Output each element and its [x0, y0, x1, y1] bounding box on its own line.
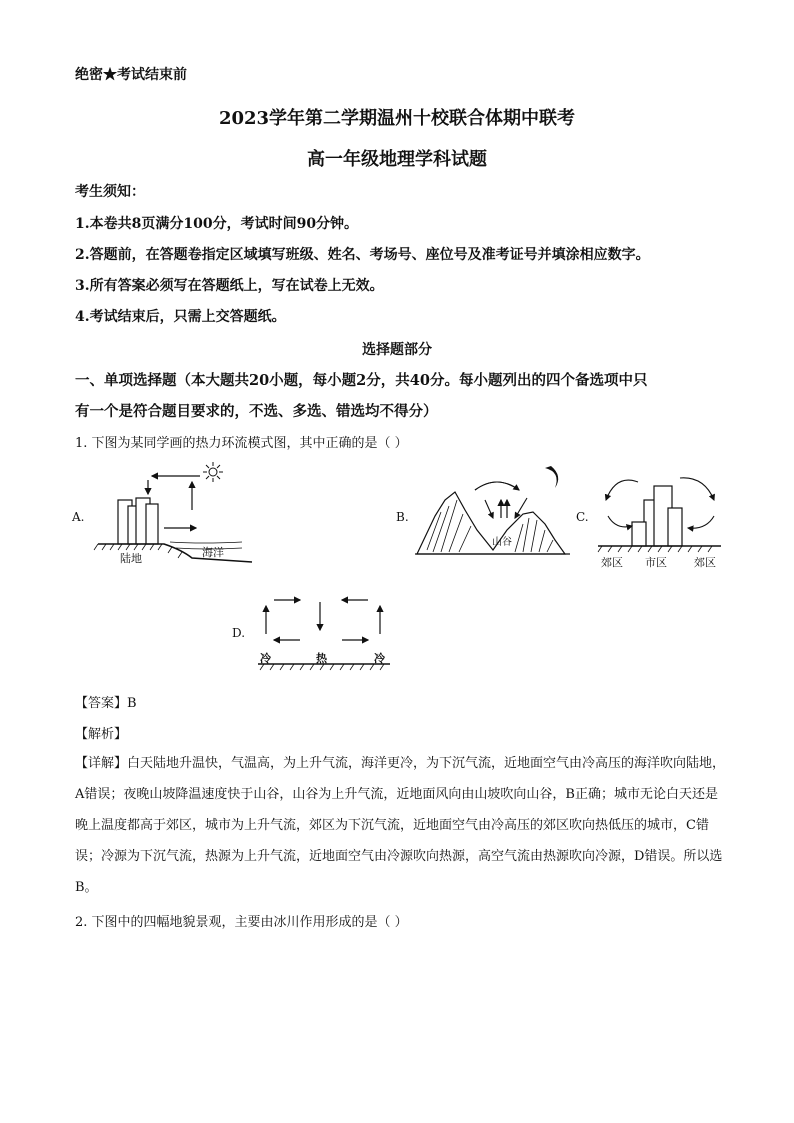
option-c-label: C.	[576, 510, 589, 524]
option-b-label: B.	[396, 510, 409, 524]
analysis-heading: 【解析】	[75, 727, 128, 742]
label-cold-left: 冷	[260, 652, 271, 665]
label-hot: 热	[316, 652, 327, 665]
section-heading: 选择题部分	[362, 342, 432, 358]
label-cold-right: 冷	[374, 652, 385, 665]
option-a-label: A.	[72, 510, 85, 524]
answer-line: 【答案】B	[75, 696, 137, 711]
note-item: 1.本卷共8页满分100分，考试时间90分钟。	[75, 216, 359, 232]
note-item: 4.考试结束后，只需上交答题纸。	[75, 309, 286, 325]
note-item: 3.所有答案必须写在答题纸上，写在试卷上无效。	[75, 278, 384, 294]
exam-title: 2023学年第二学期温州十校联合体期中联考	[218, 108, 576, 129]
sun-icon	[203, 462, 223, 482]
label-valley: 山谷	[492, 537, 512, 548]
option-d-label: D.	[232, 626, 246, 640]
label-sea: 海洋	[202, 546, 224, 559]
exam-subtitle: 高一年级地理学科试题	[307, 149, 487, 170]
label-suburb-left: 郊区	[601, 556, 623, 569]
detail-explanation: 【详解】白天陆地升温快，气温高，为上升气流，海洋更冷，为下沉气流，近地面空气由冷高压的海洋吹向陆地，A错误；夜晚山坡降温速度快于山谷，山谷为上升气流，近地面风向由山坡吹向山谷，B正确；城市无论白天还是晚上温度都高于郊区，城市为上升气流，郊区为下沉气流，近地面空气由冷高压的郊区吹向热低压的城市，C错误；冷源为下沉气流，热源为上升气流，近地面空气由冷源吹向热源，高空气流由热源吹向冷源，D错误。所以选B。	[75, 756, 726, 895]
question-1-stem: 1. 下图为某同学画的热力环流模式图，其中正确的是（ ）	[75, 436, 408, 451]
note-item: 2.答题前，在答题卷指定区域填写班级、姓名、考场号、座位号及准考证号并填涂相应数字。	[75, 247, 650, 263]
option-c-diagram	[596, 460, 726, 555]
option-a-diagram	[92, 458, 252, 568]
part-instructions: 一、单项选择题（本大题共20小题，每小题2分，共40分。每小题列出的四个备选项中只	[75, 372, 648, 389]
label-land: 陆地	[120, 552, 142, 565]
question-2-stem: 2. 下图中的四幅地貌景观，主要由冰川作用形成的是（ ）	[75, 915, 408, 930]
secret-label: 绝密★考试结束前	[75, 67, 187, 83]
notes-heading: 考生须知：	[75, 184, 145, 200]
part-instructions-cont: 有一个是符合题目要求的，不选、多选、错选均不得分）	[75, 403, 438, 420]
label-city: 市区	[645, 556, 667, 569]
label-suburb-right: 郊区	[694, 556, 716, 569]
moon-icon	[545, 466, 558, 488]
